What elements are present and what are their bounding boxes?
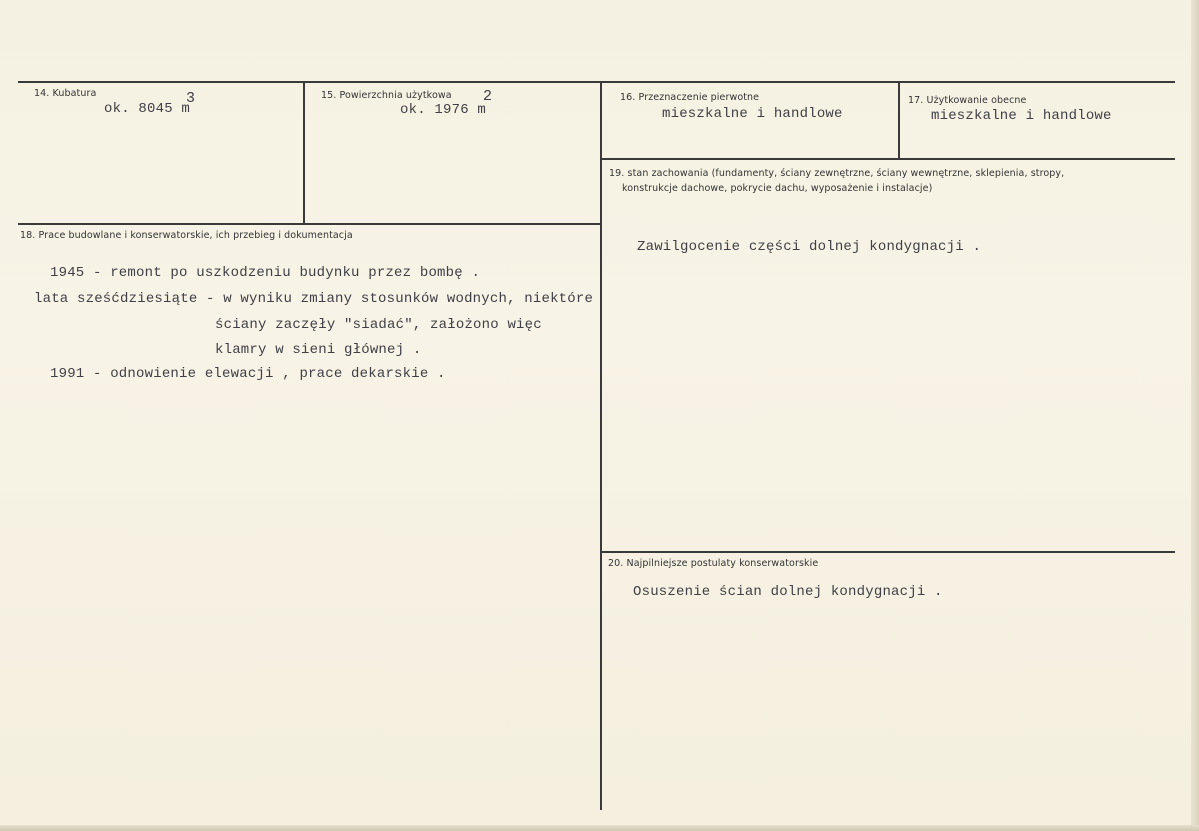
field-19-label-line2: konstrukcje dachowe, pokrycie dachu, wyposażenie i instalacje) (622, 183, 933, 194)
field-14-value: ok. 8045 m (104, 101, 191, 117)
field-14-unit-exponent: 3 (186, 90, 196, 107)
rule-under-f16-f17 (600, 158, 1175, 160)
divider-f16-f17 (898, 82, 900, 160)
field-17-label: 17. Użytkowanie obecne (908, 95, 1027, 106)
field-19-label-line1: 19. stan zachowania (fundamenty, ściany zewnętrzne, ściany wewnętrzne, sklepienia, stropy, (609, 168, 1065, 179)
field-16-label: 16. Przeznaczenie pierwotne (620, 92, 760, 103)
field-16-value: mieszkalne i handlowe (662, 106, 843, 122)
divider-f14-f15 (303, 82, 305, 223)
field-17-value: mieszkalne i handlowe (931, 108, 1112, 124)
divider-center (600, 82, 602, 810)
field-15-value: ok. 1976 m (400, 102, 487, 118)
rule-under-f14-f15 (18, 223, 602, 225)
field-15-label: 15. Powierzchnia użytkowa (321, 90, 452, 101)
card-edge-right (1191, 0, 1199, 831)
field-15-unit-exponent: 2 (483, 88, 493, 105)
card-edge-bottom (0, 825, 1199, 831)
field-19-value: Zawilgocenie części dolnej kondygnacji . (637, 239, 982, 255)
field-14-label: 14. Kubatura (34, 88, 97, 99)
field-18-line: 1991 - odnowienie elewacji , prace dekarskie . (50, 366, 446, 382)
top-rule (18, 81, 1175, 83)
field-18-line: lata sześćdziesiąte - w wyniku zmiany stosunków wodnych, niektóre (34, 291, 594, 307)
field-18-label: 18. Prace budowlane i konserwatorskie, ich przebieg i dokumentacja (20, 230, 353, 241)
field-18-line: klamry w sieni głównej . (215, 342, 422, 358)
rule-above-f20 (600, 551, 1175, 553)
field-18-line: ściany zaczęły "siadać", założono więc (215, 317, 542, 333)
field-20-value: Osuszenie ścian dolnej kondygnacji . (633, 584, 943, 600)
field-20-label: 20. Najpilniejsze postulaty konserwatorskie (608, 558, 819, 569)
field-18-line: 1945 - remont po uszkodzeniu budynku przez bombę . (50, 265, 481, 281)
